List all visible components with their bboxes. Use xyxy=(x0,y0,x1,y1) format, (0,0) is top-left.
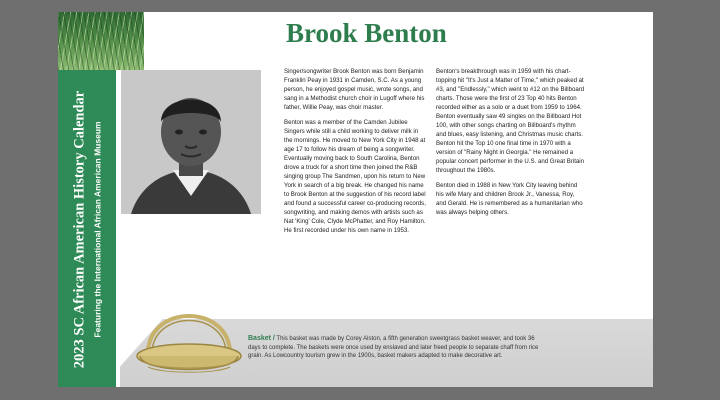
bio-paragraph: Benton was a member of the Camden Jubilee Singers while still a child working to deliver milk in the mornings. He moved to New York City in 1948 at age 17 to follow his dream of being a songwriter. Eventually moving back to South Carolina, Benton drove a truck for a short time then joined the R&B singing group The Sandmen, upon his return to New York in search of a big break. He changed his name to Brook Benton at the suggestion of his record label and found a successful career co-producing records, songwriting, and making demos with artists such as Nat 'King' Cole, Clyde McPhatter, and Roy Hamilton. He first recorded under his own name in 1953. xyxy=(284,119,426,234)
sidebar-subtitle: Featuring the International African American Museum xyxy=(92,121,103,338)
portrait-photo xyxy=(121,70,261,214)
portrait-illustration xyxy=(121,70,261,214)
sidebar-title: 2023 SC African American History Calendar xyxy=(71,90,88,369)
bio-column-left xyxy=(284,67,426,241)
bio-column-right xyxy=(436,67,586,223)
sweetgrass-basket-image xyxy=(128,294,250,384)
bio-paragraph: Benton died in 1988 in New York City leaving behind his wife Mary and children Brook Jr., Vanessa, Roy, and Gerald. He is remembered as a humanitarian who was always helping others. xyxy=(436,182,583,216)
bio-paragraph: Singer/songwriter Brook Benton was born Benjamin Franklin Peay in 1931 in Camden, S.C. As a young person, he enjoyed gospel music, wrote songs, and sang in a Methodist church choir in Lugoff where his father, Willie Peay, was choir master. xyxy=(284,68,425,111)
sidebar-text xyxy=(72,75,103,385)
page-title: Brook Benton xyxy=(286,18,447,48)
bio-paragraph: Benton's breakthrough was in 1959 with his chart-topping hit "It's Just a Matter of Time," which peaked at #3, and "Endlessly," which went to #12 on the Billboard charts. Those were the first of 23 Top 40 hits Benton recorded either as a solo or a duet from 1959 to 1964. Benton eventually saw 49 singles on the Billboard Hot 100, with other songs charting on Billboard's rhythm and blues, easy listening, and Christmas music charts. Benton hit the Top 10 one final time in 1970 with a version of "Rainy Night in Georgia." He remained a popular concert performer in the U.S. and Great Britain throughout the 1980s. xyxy=(436,68,585,174)
grass-photo xyxy=(58,12,144,70)
calendar-page xyxy=(58,12,653,387)
caption-lead: Basket / xyxy=(248,335,275,342)
basket-caption xyxy=(248,335,548,361)
caption-text: This basket was made by Corey Alston, a fifth generation sweetgrass basket weaver, and took 36 days to complete. The baskets were once used by enslaved and later freed people to separate chaff from rice grain. As Lowcountry tourism grew in the 1900s, basket makers adapted to make decorative art. xyxy=(248,336,539,360)
